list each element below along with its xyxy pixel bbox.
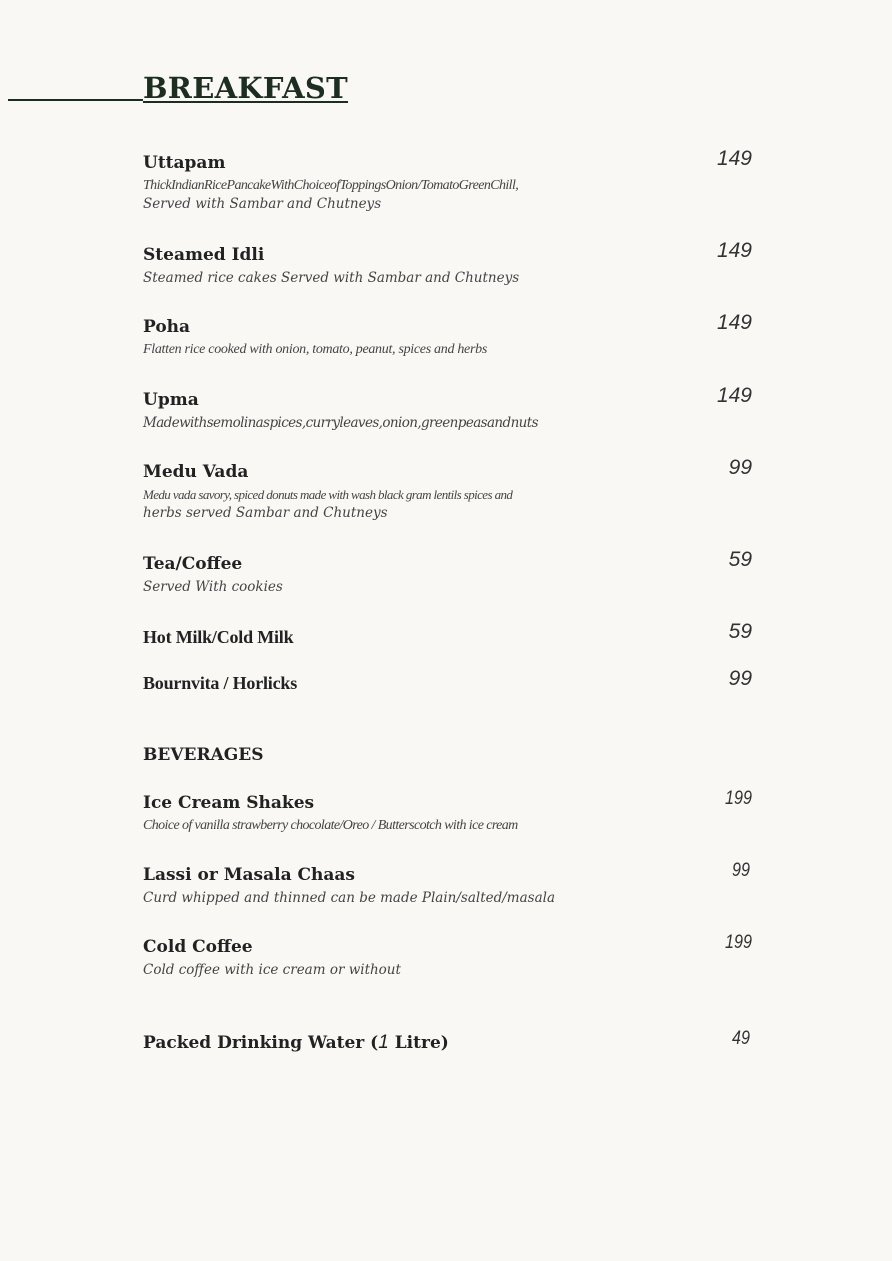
menu-item-uttapam: [143, 152, 763, 213]
item-name: Upma: [143, 390, 199, 410]
item-price: 149: [716, 311, 752, 334]
item-name-pre: Packed Drinking Water (: [143, 1033, 379, 1053]
item-description-line2: Served with Sambar and Chutneys: [143, 196, 382, 212]
item-description: Madewithsemolinaspices,curryleaves,onion,greenpeasandnuts: [143, 415, 538, 431]
menu-item-bournvita: [143, 672, 763, 694]
item-description-line2: herbs served Sambar and Chutneys: [143, 505, 388, 521]
item-price: 149: [716, 147, 752, 170]
item-name: Poha: [143, 317, 191, 337]
menu-item-milk: [143, 626, 763, 648]
item-name: Bournvita / Horlicks: [143, 673, 298, 693]
menu-item-upma: [143, 389, 763, 432]
item-description: Steamed rice cakes Served with Sambar and Chutneys: [143, 270, 520, 286]
item-price: 59: [728, 620, 752, 643]
item-price: 49: [732, 1028, 750, 1049]
menu-item-cold-coffee: [143, 936, 763, 979]
item-price: 149: [716, 384, 752, 407]
item-description: Flatten rice cooked with onion, tomato, peanut, spices and herbs: [143, 342, 487, 357]
item-price: 59: [728, 548, 752, 571]
item-description: Served With cookies: [143, 579, 283, 595]
item-name: Ice Cream Shakes: [143, 793, 315, 813]
menu-item-tea-coffee: [143, 553, 763, 596]
item-description: Choice of vanilla strawberry chocolate/Oreo / Butterscotch with ice cream: [143, 818, 518, 833]
menu-title-block: [0, 66, 400, 116]
item-name-post: Litre): [388, 1033, 449, 1053]
menu-item-poha: [143, 316, 763, 359]
item-description: ThickIndianRicePancakeWithChoiceofToppingsOnion/TomatoGreenChill,: [143, 178, 519, 193]
item-name-quantity: 1: [378, 1032, 389, 1053]
item-price: 149: [716, 239, 752, 262]
item-name: Hot Milk/Cold Milk: [143, 627, 294, 647]
section-heading-beverages: BEVERAGES: [143, 745, 264, 765]
item-price: 99: [732, 860, 750, 881]
item-price: 199: [725, 932, 752, 953]
item-description: Medu vada savory, spiced donuts made with wash black gram lentils spices and: [143, 487, 513, 502]
item-name: Tea/Coffee: [143, 554, 243, 574]
menu-item-medu-vada: [143, 461, 763, 522]
item-name: [143, 1032, 763, 1054]
item-price: 99: [728, 667, 752, 690]
title-rule: [8, 99, 143, 101]
page-title: BREAKFAST: [143, 71, 349, 105]
item-price: 199: [725, 788, 752, 809]
menu-item-packed-water: [143, 1032, 763, 1054]
item-name: Medu Vada: [143, 462, 249, 482]
item-name: Uttapam: [143, 153, 226, 173]
menu-item-lassi: [143, 864, 763, 907]
menu-item-steamed-idli: [143, 244, 763, 287]
item-name: Cold Coffee: [143, 937, 253, 957]
menu-item-ice-cream-shakes: [143, 792, 763, 835]
item-name: Lassi or Masala Chaas: [143, 865, 356, 885]
item-name: Steamed Idli: [143, 245, 265, 265]
item-price: 99: [728, 456, 752, 479]
item-description: Cold coffee with ice cream or without: [143, 962, 401, 978]
item-description: Curd whipped and thinned can be made Plain/salted/masala: [143, 890, 556, 906]
